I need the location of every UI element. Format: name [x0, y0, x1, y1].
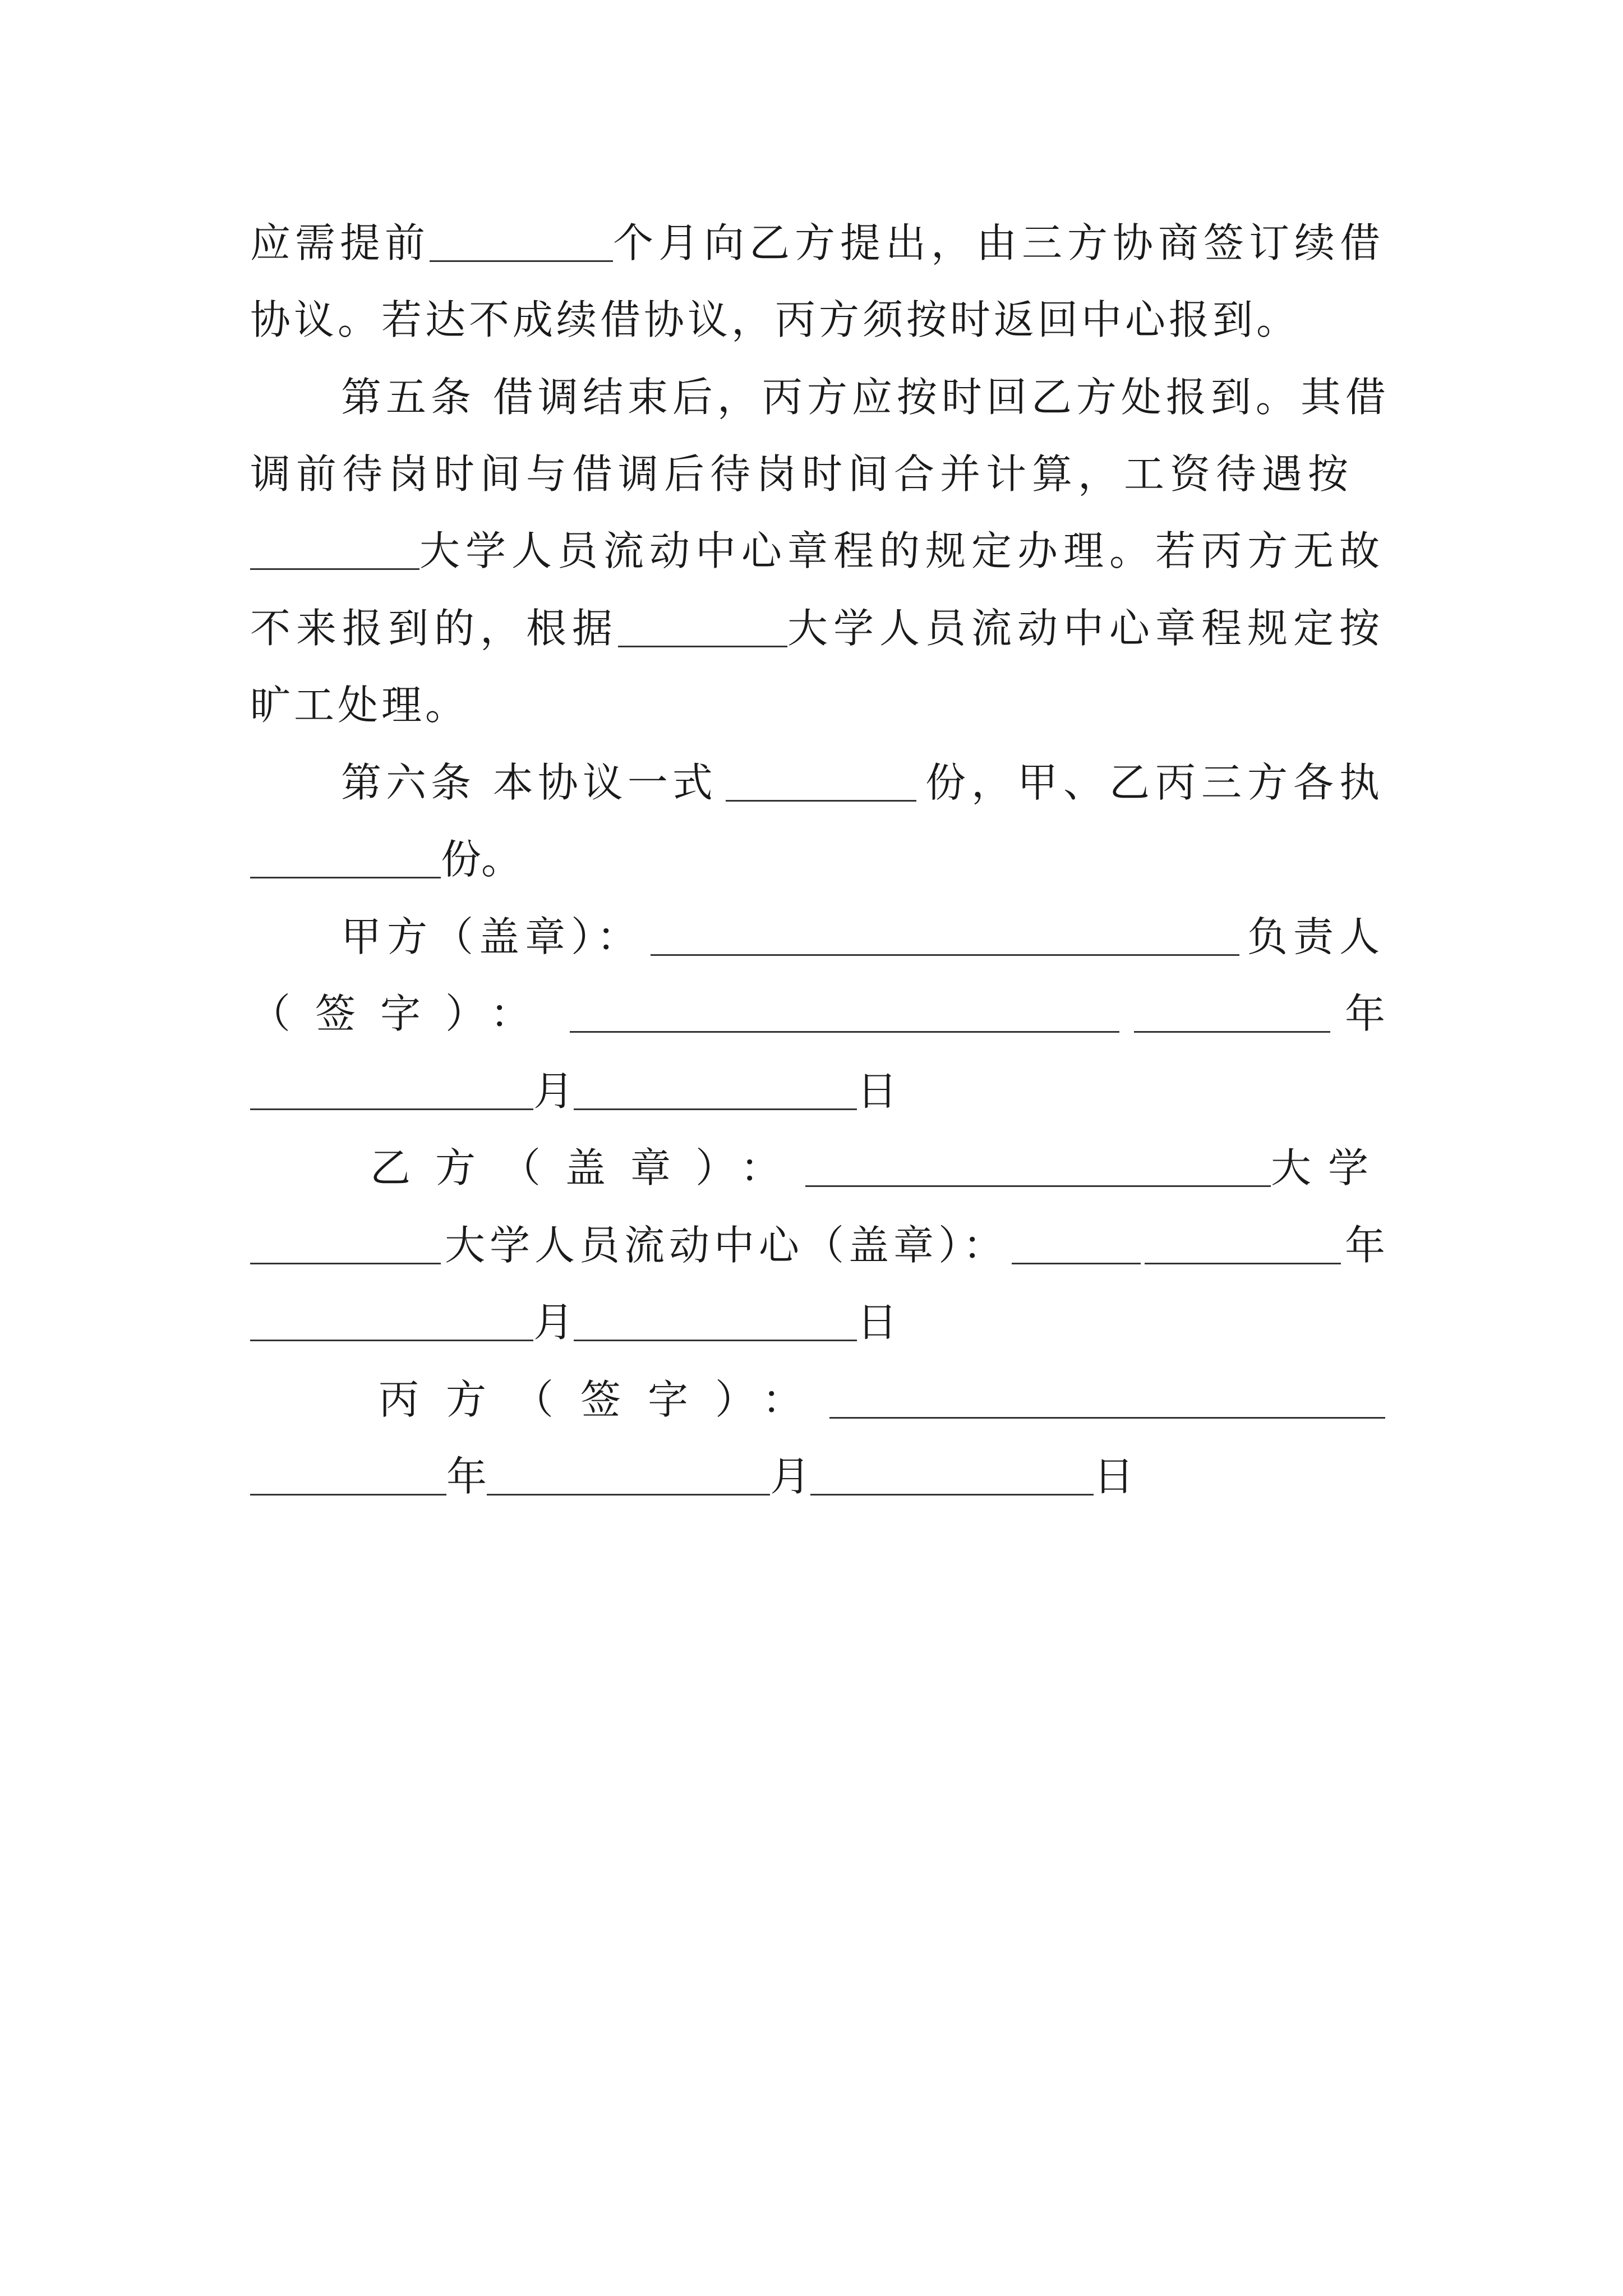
text-segment: （签字）： [250, 990, 556, 1037]
text-segment: 协议。若达不成续借协议，丙方须按时返回中心报到。 [250, 296, 1301, 343]
month-blank[interactable] [250, 1297, 533, 1341]
text-segment: 份。 [441, 836, 522, 883]
fill-in-blank[interactable] [618, 603, 787, 647]
signature-blank[interactable] [1012, 1220, 1141, 1264]
text-segment: 旷工处理。 [250, 682, 469, 729]
day-blank[interactable] [574, 1297, 857, 1341]
text-segment: 大学人员流动中心章程规定按 [787, 605, 1385, 652]
text-line [250, 600, 1385, 656]
text-line [250, 1063, 1385, 1119]
text-segment: 个月向乙方提出，由三方协商签订续借 [612, 219, 1385, 266]
text-line [250, 1217, 1385, 1273]
text-segment: 年 [1344, 990, 1385, 1037]
text-line [250, 215, 1385, 271]
text-line [250, 677, 1385, 733]
text-segment: 调前待岗时间与借调后待岗时间合并计算，工资待遇按 [250, 450, 1354, 498]
text-line [341, 754, 1385, 811]
text-segment: 大学人员流动中心（盖章）： [444, 1222, 1008, 1269]
signature-blank[interactable] [570, 988, 1119, 1033]
year-blank[interactable] [1134, 988, 1330, 1033]
text-segment: 负责人 [1247, 913, 1385, 960]
text-line [250, 1294, 1385, 1350]
text-segment: 第六条 本协议一式 [341, 759, 717, 806]
text-segment: 丙方（签字）： [379, 1376, 830, 1423]
text-segment: 日 [857, 1299, 898, 1346]
fill-in-blank[interactable] [726, 757, 916, 802]
fill-in-blank[interactable] [430, 218, 613, 262]
text-line [370, 1140, 1385, 1196]
text-segment: 乙方（盖章）： [370, 1144, 806, 1191]
year-blank[interactable] [250, 1451, 446, 1496]
text-line [250, 446, 1385, 502]
month-blank[interactable] [250, 1066, 533, 1110]
month-blank[interactable] [487, 1451, 770, 1496]
text-line [341, 369, 1390, 425]
text-segment: 月 [533, 1068, 574, 1115]
text-segment: 不来报到的，根据 [250, 605, 619, 652]
text-segment: 年 [446, 1453, 487, 1500]
text-line [341, 909, 1385, 965]
text-segment: 第五条 借调结束后，丙方应按时回乙方处报到。其借 [341, 374, 1390, 421]
signature-blank[interactable] [651, 912, 1239, 956]
signature-blank[interactable] [805, 1143, 1271, 1187]
day-blank[interactable] [810, 1451, 1094, 1496]
text-segment: 应需提前 [250, 219, 430, 266]
day-blank[interactable] [574, 1066, 857, 1110]
text-segment: 年 [1344, 1222, 1385, 1269]
text-segment: 甲方（盖章）： [341, 913, 643, 960]
text-segment: 份，甲、乙丙三方各执 [925, 759, 1385, 806]
text-line [250, 1448, 1385, 1504]
text-line [379, 1372, 1385, 1428]
fill-in-blank[interactable] [250, 834, 441, 878]
text-line [250, 986, 1385, 1042]
text-line [250, 292, 1385, 348]
fill-in-blank[interactable] [250, 1220, 441, 1264]
text-segment: 日 [1094, 1453, 1135, 1500]
text-line [250, 523, 1385, 579]
signature-blank[interactable] [829, 1374, 1385, 1419]
text-segment: 月 [533, 1299, 574, 1346]
year-blank[interactable] [1145, 1220, 1341, 1264]
text-segment: 大学人员流动中心章程的规定办理。若丙方无故 [419, 527, 1385, 574]
text-line [250, 831, 1385, 887]
text-segment: 日 [857, 1068, 898, 1115]
text-segment: 月 [770, 1453, 811, 1500]
text-segment: 大学 [1270, 1144, 1385, 1191]
fill-in-blank[interactable] [250, 526, 419, 570]
